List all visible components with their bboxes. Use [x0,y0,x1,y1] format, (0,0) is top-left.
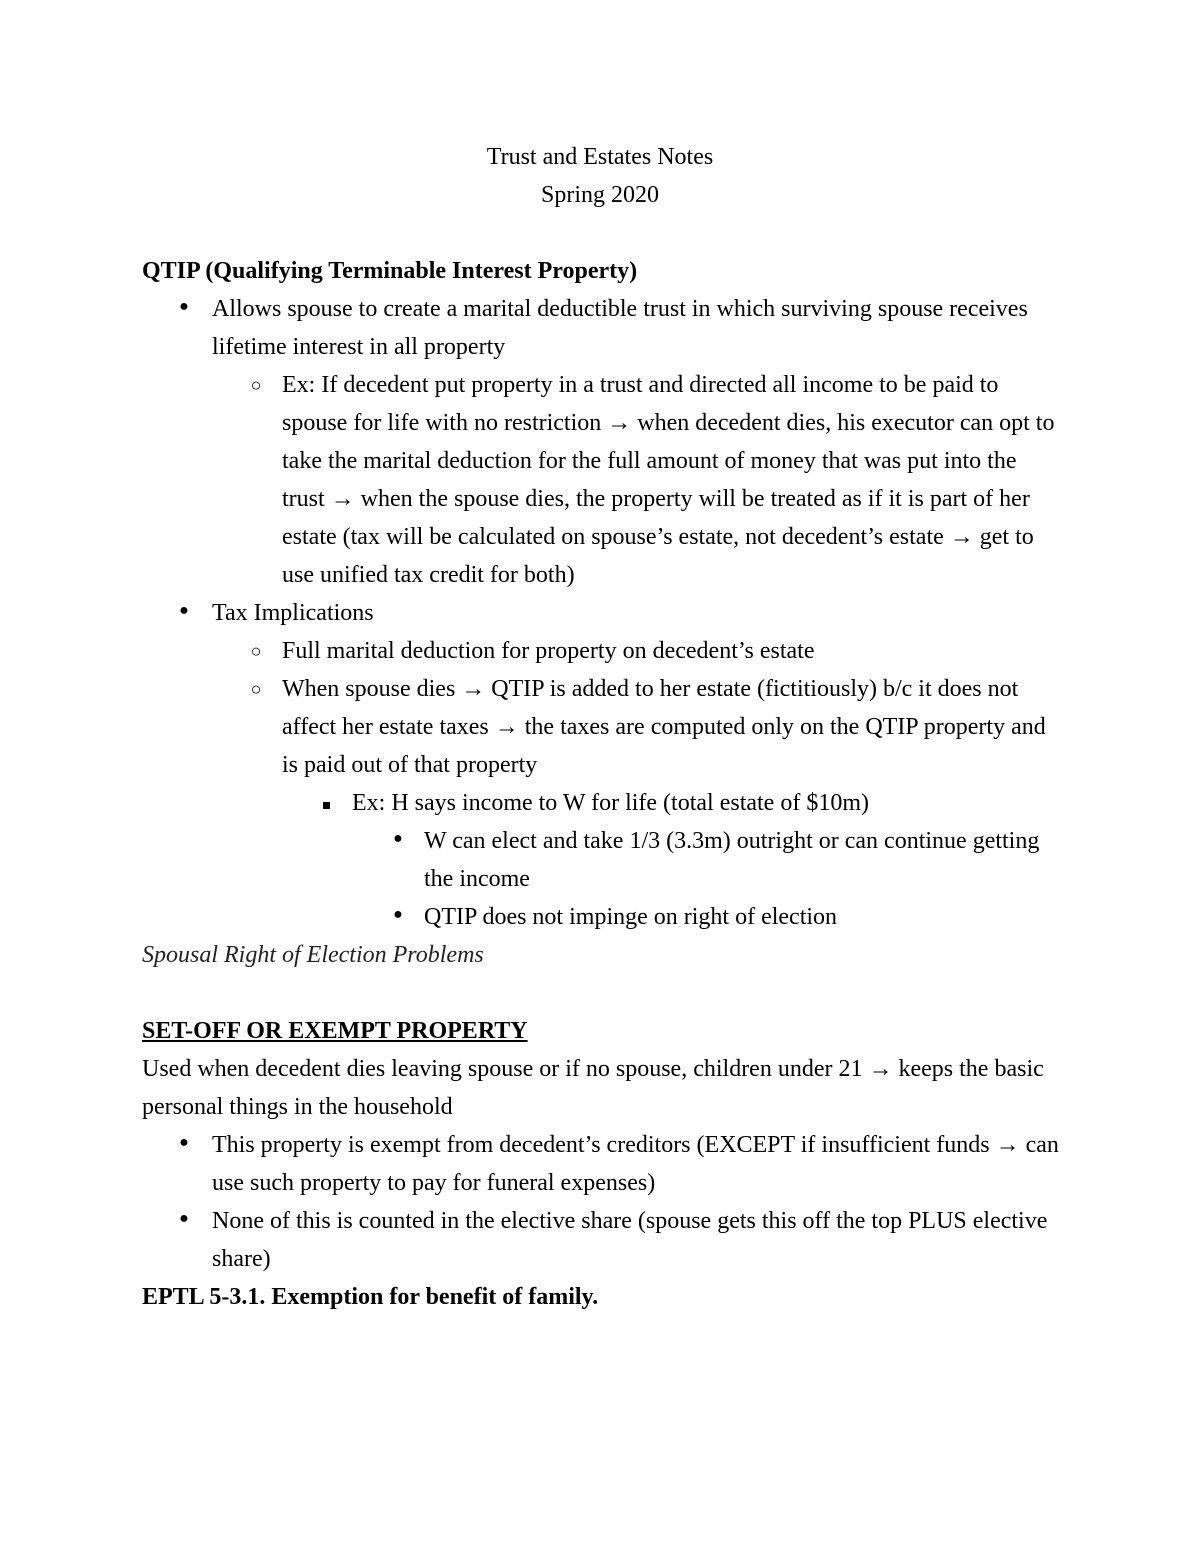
blank-line [142,974,1062,1012]
bullet-circle-icon: ○ [250,641,262,661]
bullet-dot-icon: ● [179,298,189,315]
list-item [142,822,1062,898]
bullet-dot-icon: ● [393,830,403,847]
spousal-election-note: Spousal Right of Election Problems [142,942,484,968]
example-text: Ex: H says income to W for life (total estate of $10m) [352,790,869,816]
bullet-dot-icon: ● [179,1210,189,1227]
qtip-bullet-text: Allows spouse to create a marital deductible trust in which surviving spouse receives lifetime interest in all property [212,296,1028,360]
list-item [142,632,1062,670]
list-item [142,594,1062,632]
list-item [142,1202,1062,1278]
setoff-bullet-text: This property is exempt from decedent’s creditors (EXCEPT if insufficient funds → can use such property to pay for funeral expenses) [212,1132,1059,1196]
bullet-square-icon [316,785,336,823]
bullet-dot-icon: ● [393,906,403,923]
list-item [142,290,1062,366]
setoff-heading: SET-OFF OR EXEMPT PROPERTY [142,1018,528,1044]
setoff-list [142,1126,1062,1278]
list-item [142,898,1062,936]
example-detail-text: W can elect and take 1/3 (3.3m) outright or can continue getting the income [424,828,1040,892]
eptl-heading: EPTL 5-3.1. Exemption for benefit of family. [142,1284,599,1310]
qtip-heading: QTIP (Qualifying Terminable Interest Property) [142,258,638,284]
document-title: Trust and Estates Notes [486,144,714,170]
setoff-intro: Used when decedent dies leaving spouse or if no spouse, children under 21 → keeps the basic personal things in the household [142,1056,1044,1120]
document-page [142,138,1062,1316]
title-block [0,138,1200,214]
bullet-dot-icon: ● [179,602,189,619]
list-item [142,670,1062,784]
list-item [142,784,1062,822]
qtip-example-text: Ex: If decedent put property in a trust and directed all income to be paid to spouse for life with no restriction → when decedent dies, his executor can opt to take the marital deduction for the full amount of money that was put into the trust → when the spouse dies, the property will be treated as if it is part of her estate (tax will be calculated on spouse’s estate, not decedent’s estate → get to use unified tax credit for both) [282,372,1055,588]
tax-implications-text: Tax Implications [212,600,374,626]
bullet-dot-icon: ● [179,1134,189,1151]
tax-implication-item: When spouse dies → QTIP is added to her estate (fictitiously) b/c it does not affect her estate taxes → the taxes are computed only on the QTIP property and is paid out of that property [282,676,1046,778]
list-item [142,366,1062,594]
qtip-list [142,290,1062,936]
bullet-circle-icon: ○ [250,375,262,395]
bullet-circle-icon: ○ [250,679,262,699]
tax-implication-item: Full marital deduction for property on decedent’s estate [282,638,815,664]
setoff-bullet-text: None of this is counted in the elective share (spouse gets this off the top PLUS elective share) [212,1208,1048,1272]
document-subtitle: Spring 2020 [540,182,659,208]
example-detail-text: QTIP does not impinge on right of election [424,904,838,930]
list-item [142,1126,1062,1202]
blank-line [142,214,1062,252]
